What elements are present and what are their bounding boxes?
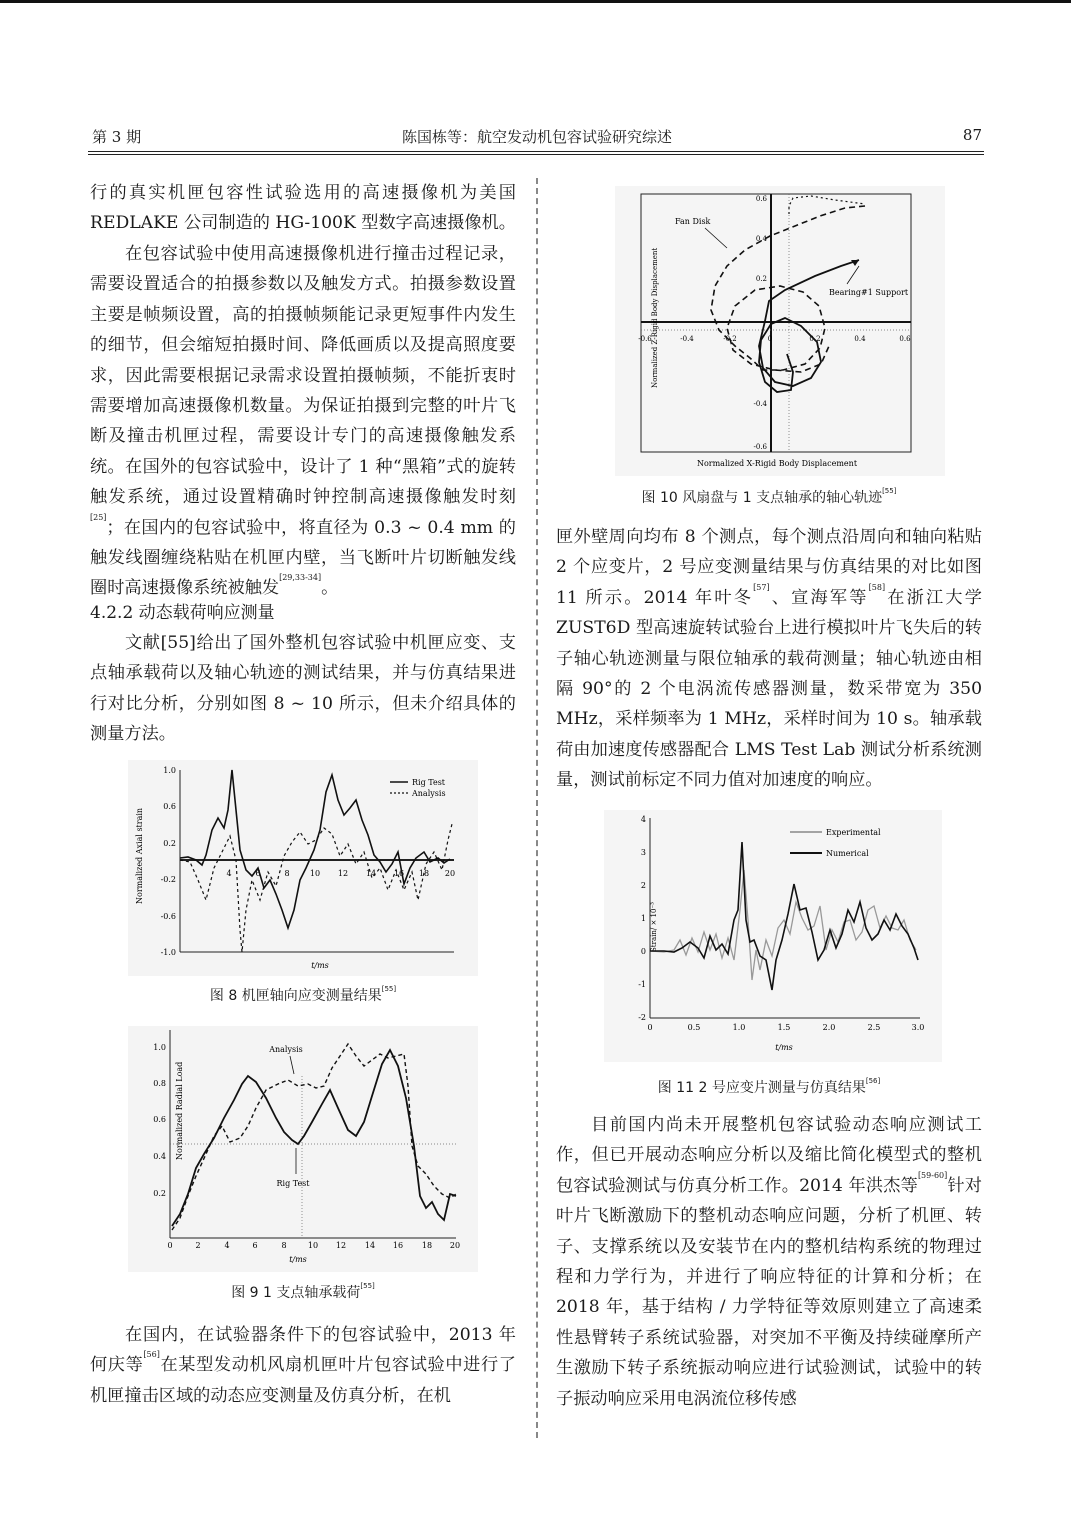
legend-label-rig-test: Rig Test: [412, 778, 446, 787]
x-tick-label: 0.4: [854, 335, 866, 343]
header-rule: [88, 154, 984, 155]
legend-label-experimental: Experimental: [826, 828, 881, 837]
running-title: 陈国栋等：航空发动机包容试验研究综述: [401, 128, 672, 146]
paragraph-text: 在国内，在试验器条件下的包容试验中，2013 年何庆等: [90, 1325, 516, 1376]
y-tick-label: 1.0: [163, 766, 176, 775]
citation: [57]: [753, 582, 770, 592]
x-axis-label: Normalized X-Rigid Body Displacement: [696, 459, 858, 468]
y-axis-label: Normalized Axial strain: [135, 807, 144, 904]
x-tick-label: 18: [421, 1241, 433, 1250]
y-tick-label: 0.2: [163, 839, 176, 848]
caption-text: 图 11 2 号应变片测量与仿真结果: [657, 1080, 866, 1096]
x-tick-label: 0.2: [809, 335, 821, 343]
x-tick-label: 2.5: [867, 1023, 881, 1032]
citation: [55]: [381, 985, 397, 993]
paragraph: [556, 522, 982, 796]
paragraph-text: 、宣海军等: [769, 587, 869, 608]
x-tick-label: 0.5: [687, 1023, 701, 1032]
x-tick-label: 1.5: [777, 1023, 791, 1032]
x-tick-label: 18: [418, 869, 430, 878]
citation: [55]: [882, 487, 897, 495]
annotation-rig-test: Rig Test: [276, 1179, 310, 1188]
y-tick-label: 0.6: [163, 802, 176, 811]
citation: [55]: [360, 1282, 375, 1290]
citation: [59-60]: [917, 1170, 948, 1180]
x-tick-label: 14: [365, 869, 377, 878]
y-tick-label: 0: [640, 947, 646, 956]
figure-8-caption: [90, 985, 516, 1005]
annotation-bearing: Bearing#1 Support: [829, 288, 909, 297]
y-tick-label: -0.6: [160, 912, 176, 921]
paragraph-text: 匣外壁周向均布 8 个测点，每个测点沿周向和轴向粘贴 2 个应变片，2 号应变测量结果与仿真结果的对比如图 11 所示。2014 年叶冬: [556, 527, 982, 608]
paragraph-text: 针对叶片飞断激励下的整机动态响应问题，分析了机匣、转子、支撑系统以及安装节在内的整机结构系统的物理过程和力学行为，并进行了响应特征的计算和分析；在 2018 年，基于结构 / 力学特征等效原则建立了高速柔性悬臂转子系统试验器，对突加不平衡及持续碰摩所产生激励下转子系统振动响应进行试验测试，试验中的转子振动响应采用电涡流位移传感: [556, 1175, 982, 1409]
y-axis-label: Normalized Z-Rigid Body Displacement: [651, 247, 659, 388]
caption-text: 图 10 风扇盘与 1 支点轴承的轴心轨迹: [641, 490, 883, 506]
caption-text: 图 8 机匣轴向应变测量结果: [209, 988, 382, 1004]
figure-9-chart: [128, 1026, 478, 1272]
y-tick-label: 1.0: [153, 1043, 166, 1052]
paragraph-text: 行的真实机匣包容性试验选用的高速摄像机为美国 REDLAKE 公司制造的 HG-100K 型数字高速摄像机。: [90, 183, 516, 234]
x-tick-label: 6: [252, 1241, 258, 1250]
paragraph-text: 在包容试验中使用高速摄像机进行撞击过程记录，需要设置适合的拍摄参数以及触发方式。拍摄参数设置主要是帧频设置，高的拍摄帧频能记录更短事件内发生的细节，但会缩短拍摄时间、降低画质以及提高照度要求，因此需要根据记录需求设置拍摄帧频，不能折衷时需要增加高速摄像机数量。为保证拍摄到完整的叶片飞断及撞击机匣过程，需要设计专门的高速摄像触发系统。在国外的包容试验中，设计了 1 种“黑箱”式的旋转触发系统，通过设置精确时钟控制高速摄像触发时刻: [90, 244, 516, 508]
paragraph: [90, 628, 516, 750]
citation: [29,33-34]: [279, 573, 322, 583]
x-tick-label: 4: [226, 869, 232, 878]
x-tick-label: 2.0: [822, 1023, 836, 1032]
figure-10-chart: [615, 186, 945, 476]
paragraph: [90, 1320, 516, 1411]
legend-label-numerical: Numerical: [826, 849, 869, 858]
x-tick-label: 1.0: [732, 1023, 746, 1032]
x-tick-label: 10: [309, 869, 321, 878]
y-tick-label: -1: [638, 980, 646, 989]
x-tick-label: 12: [335, 1241, 347, 1250]
citation: [56]: [143, 1350, 160, 1360]
paragraph-text: 在某型发动机风扇机匣叶片包容试验中进行了机匣撞击区域的动态应变测量及仿真分析，在机: [90, 1355, 516, 1406]
y-tick-label: -0.2: [160, 875, 176, 884]
figure-8-chart: [128, 760, 478, 976]
caption-text: 图 9 1 支点轴承载荷: [231, 1285, 361, 1301]
legend-label-analysis: Analysis: [412, 789, 446, 798]
x-tick-label: 10: [307, 1241, 319, 1250]
x-tick-label: 16: [393, 869, 405, 878]
x-tick-label: 16: [392, 1241, 404, 1250]
x-tick-label: 3.0: [911, 1023, 925, 1032]
issue-number: 第 3 期: [92, 128, 142, 146]
figure-10-caption: [556, 487, 982, 507]
x-tick-label: 12: [337, 869, 349, 878]
x-tick-label: 0: [167, 1241, 173, 1250]
paragraph-text: 。: [321, 578, 339, 599]
y-tick-label: 0.8: [153, 1079, 166, 1088]
x-tick-label: 0: [647, 1023, 653, 1032]
y-tick-label: 0.4: [755, 235, 767, 243]
x-axis-label: t/ms: [289, 1255, 307, 1264]
x-tick-label: 14: [364, 1241, 376, 1250]
paragraph: [556, 1110, 982, 1414]
y-tick-label: 0.4: [153, 1152, 166, 1161]
figure-background: [615, 186, 945, 476]
top-border: [0, 0, 1071, 3]
citation: [58]: [868, 582, 886, 592]
figure-11-chart: [604, 810, 942, 1062]
x-axis-label: t/ms: [775, 1043, 793, 1052]
citation: [56]: [865, 1077, 881, 1085]
section-heading: 4.2.2 动态载荷响应测量: [90, 603, 275, 623]
paragraph-text: 文献[55]给出了国外整机包容试验中机匣应变、支点轴承载荷以及轴心轨迹的测试结果，并与仿真结果进行对比分析，分别如图 8 ~ 10 所示，但未介绍具体的测量方法。: [90, 633, 516, 745]
page-number: 87: [962, 126, 982, 144]
figure-11-caption: [556, 1077, 982, 1097]
y-axis-label: Normalized Radial Load: [175, 1061, 184, 1160]
y-tick-label: 4: [640, 815, 646, 824]
y-tick-label: -1.0: [160, 948, 176, 957]
y-tick-label: -2: [638, 1013, 646, 1022]
y-tick-label: -0.4: [753, 400, 767, 408]
x-tick-label: 8: [284, 869, 290, 878]
figure-9-caption: [90, 1282, 516, 1302]
y-tick-label: -0.6: [753, 443, 767, 451]
y-tick-label: 0.6: [755, 195, 767, 203]
x-tick-label: -0.2: [723, 335, 737, 343]
x-tick-label: 0.6: [899, 335, 911, 343]
y-tick-label: 3: [640, 848, 646, 857]
y-tick-label: 0.6: [153, 1115, 166, 1124]
paragraph-text: ；在国内的包容试验中，将直径为 0.3 ~ 0.4 mm 的触发线圈缠绕粘贴在机匣内壁，当飞断叶片切断触发线圈时高速摄像系统被触发: [90, 517, 516, 599]
y-tick-label: 1: [640, 914, 646, 923]
paragraph-text: 目前国内尚未开展整机包容试验动态响应测试工作，但已开展动态响应分析以及缩比简化模型式的整机包容试验测试与仿真分析工作。2014 年洪杰等: [556, 1115, 982, 1196]
column-divider: [536, 178, 538, 1438]
x-tick-label: 20: [449, 1241, 461, 1250]
paragraph: [90, 239, 516, 604]
paragraph: [90, 178, 516, 239]
x-tick-label: 6: [255, 869, 261, 878]
paragraph-text: 在浙江大学 ZUST6D 型高速旋转试验台上进行模拟叶片飞失后的转子轴心轨迹测量与限位轴承的载荷测量；轴心轨迹由相隔 90°的 2 个电涡流传感器测量，数采带宽为 350 MHz，采样频率为 1 MHz，采样时间为 10 s。轴承载荷由加速度传感器配合 LMS Test Lab 测试分析系统测量，测试前标定不同力值对加速度的响应。: [556, 587, 982, 791]
header-rule: [88, 151, 984, 152]
annotation-analysis: Analysis: [269, 1045, 303, 1054]
y-tick-label: 0.2: [755, 275, 767, 283]
x-tick-label: 20: [444, 869, 456, 878]
x-tick-label: -0.6: [638, 335, 652, 343]
y-tick-label: 2: [640, 881, 646, 890]
x-tick-label: 2: [195, 1241, 201, 1250]
y-tick-label: 0.2: [153, 1189, 166, 1198]
citation: [25]: [90, 512, 107, 522]
running-header: [92, 124, 982, 148]
x-tick-label: 8: [281, 1241, 287, 1250]
annotation-fan-disk: Fan Disk: [675, 217, 711, 226]
x-axis-label: t/ms: [311, 961, 329, 970]
x-tick-label: -0.4: [680, 335, 694, 343]
x-tick-label: 0: [767, 335, 773, 343]
y-axis-label: Strain/ × 10⁻³: [650, 902, 658, 952]
x-tick-label: 4: [224, 1241, 230, 1250]
